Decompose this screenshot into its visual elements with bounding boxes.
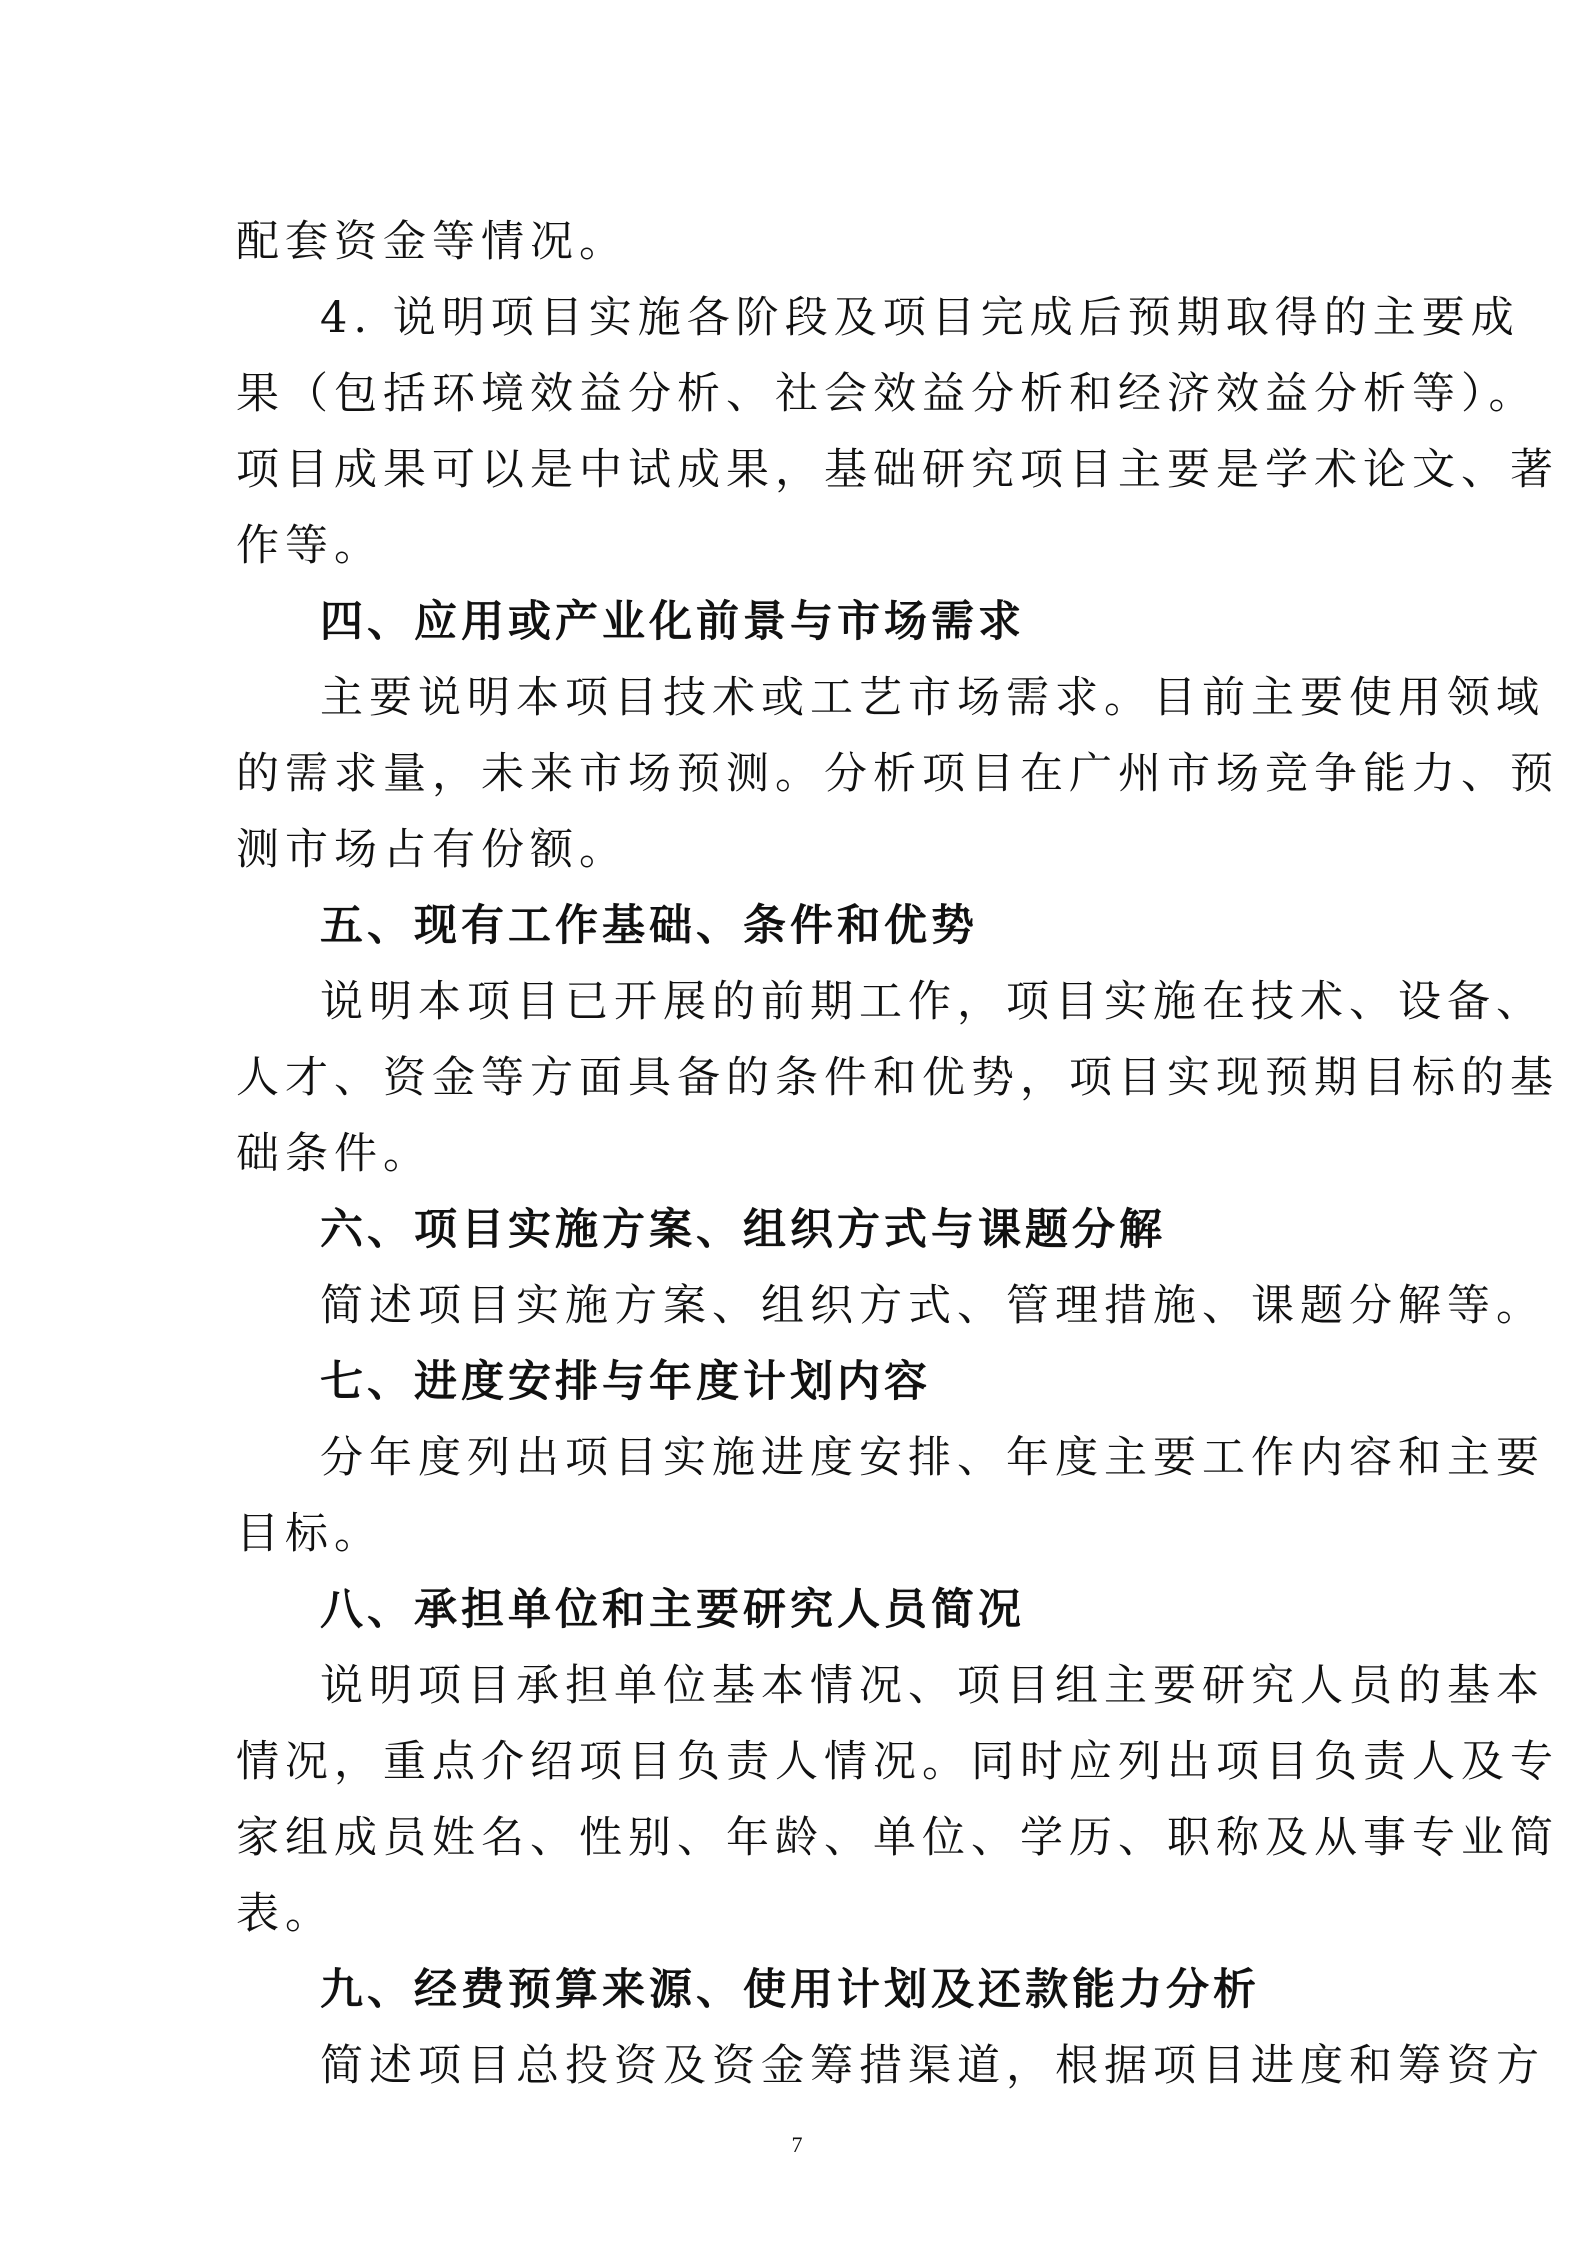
paragraph-line: 表。 [236,1889,334,1939]
section-heading: 五、现有工作基础、条件和优势 [320,901,978,951]
paragraph-line: 人才、资金等方面具备的条件和优势，项目实现预期目标的基 [236,1053,1559,1103]
section-heading: 七、进度安排与年度计划内容 [320,1357,931,1407]
paragraph-line: 的需求量，未来市场预测。分析项目在广州市场竞争能力、预 [236,749,1559,799]
paragraph-line: 础条件。 [236,1129,432,1179]
paragraph-line: 作等。 [236,521,383,571]
section-heading: 八、承担单位和主要研究人员简况 [320,1585,1025,1635]
section-heading: 九、经费预算来源、使用计划及还款能力分析 [320,1965,1260,2015]
paragraph-line: 家组成员姓名、性别、年龄、单位、学历、职称及从事专业简 [236,1813,1559,1863]
paragraph-line: 果（包括环境效益分析、社会效益分析和经济效益分析等）。 [236,369,1538,419]
paragraph-line: 说明本项目已开展的前期工作，项目实施在技术、设备、 [320,977,1545,1027]
paragraph-line: 项目成果可以是中试成果，基础研究项目主要是学术论文、著 [236,445,1559,495]
paragraph-line: 简述项目实施方案、组织方式、管理措施、课题分解等。 [320,1281,1545,1331]
paragraph-line: 配套资金等情况。 [236,217,628,267]
section-heading: 六、项目实施方案、组织方式与课题分解 [320,1205,1166,1255]
paragraph-line: 测市场占有份额。 [236,825,628,875]
paragraph-line: 分年度列出项目实施进度安排、年度主要工作内容和主要 [320,1433,1545,1483]
paragraph-line: 4. 说明项目实施各阶段及项目完成后预期取得的主要成 [320,293,1520,343]
section-heading: 四、应用或产业化前景与市场需求 [320,597,1025,647]
paragraph-line: 简述项目总投资及资金筹措渠道，根据项目进度和筹资方 [320,2041,1545,2091]
paragraph-line: 目标。 [236,1509,383,1559]
paragraph-line: 主要说明本项目技术或工艺市场需求。目前主要使用领域 [320,673,1545,723]
page-number: 7 [791,2132,803,2157]
paragraph-line: 情况，重点介绍项目负责人情况。同时应列出项目负责人及专 [236,1737,1559,1787]
paragraph-line: 说明项目承担单位基本情况、项目组主要研究人员的基本 [320,1661,1545,1711]
